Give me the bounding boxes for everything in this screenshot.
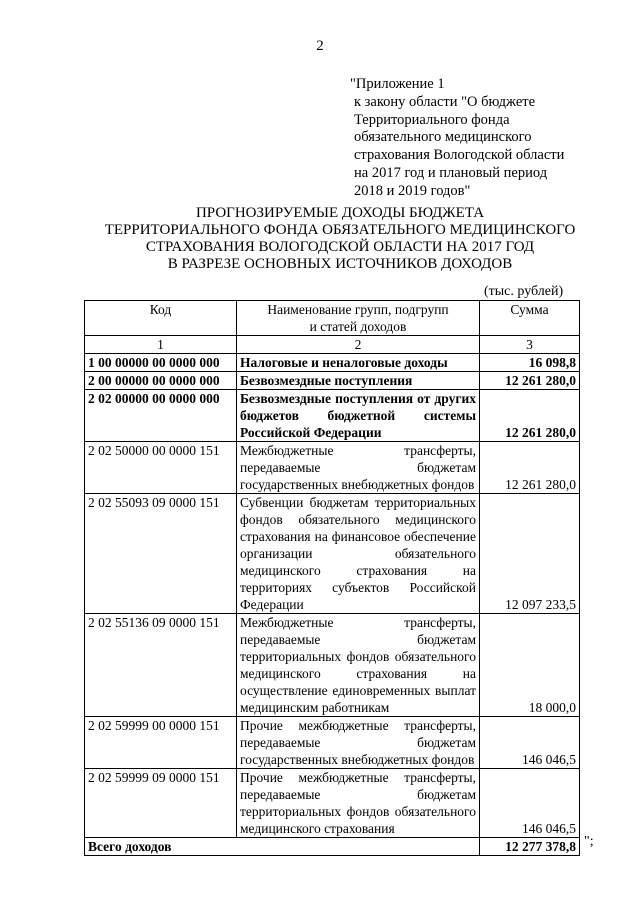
row-name: Безвозмездные поступления от других бюджетов бюджетной системы Российской Федерации bbox=[237, 390, 480, 442]
units-label: (тыс. рублей) bbox=[484, 284, 564, 299]
table-row bbox=[85, 717, 580, 769]
row-sum: 146 046,5 bbox=[480, 717, 580, 769]
row-sum: 16 098,8 bbox=[480, 354, 580, 372]
row-code: 2 02 00000 00 0000 000 bbox=[85, 390, 237, 442]
row-name: Прочие межбюджетные трансферты, передаваемые бюджетам государственных внебюджетных фондов bbox=[237, 717, 480, 769]
appendix-line: к закону области "О бюджете bbox=[354, 93, 536, 110]
table-row bbox=[85, 442, 580, 494]
total-label: Всего доходов bbox=[85, 838, 480, 856]
row-code: 2 00 00000 00 0000 000 bbox=[85, 372, 237, 390]
appendix-line: 2018 и 2019 годов" bbox=[354, 182, 471, 199]
row-name: Безвозмездные поступления bbox=[237, 372, 480, 390]
row-name: Межбюджетные трансферты, передаваемые бюджетам государственных внебюджетных фондов bbox=[237, 442, 480, 494]
appendix-line: страхования Вологодской области bbox=[354, 147, 565, 164]
row-code: 1 00 00000 00 0000 000 bbox=[85, 354, 237, 372]
row-code: 2 02 55093 09 0000 151 bbox=[85, 494, 237, 614]
column-number: 1 bbox=[85, 336, 237, 354]
appendix-reference bbox=[350, 76, 630, 201]
row-sum: 18 000,0 bbox=[480, 614, 580, 717]
row-sum: 12 097 233,5 bbox=[480, 494, 580, 614]
header-name-line: и статей доходов bbox=[309, 319, 407, 334]
revenue-table bbox=[84, 300, 580, 856]
table-row bbox=[85, 390, 580, 442]
row-sum: 12 261 280,0 bbox=[480, 442, 580, 494]
row-name: Прочие межбюджетные трансферты, передаваемые бюджетам территориальных фондов обязательного медицинского страхования bbox=[237, 769, 480, 838]
row-sum: 12 261 280,0 bbox=[480, 390, 580, 442]
title-line: В РАЗРЕЗЕ ОСНОВНЫХ ИСТОЧНИКОВ ДОХОДОВ bbox=[167, 256, 513, 272]
row-code: 2 02 55136 09 0000 151 bbox=[85, 614, 237, 717]
document-title bbox=[60, 205, 620, 273]
page-number: 2 bbox=[316, 38, 324, 54]
header-sum: Сумма bbox=[480, 301, 580, 336]
row-code: 2 02 59999 09 0000 151 bbox=[85, 769, 237, 838]
total-sum: 12 277 378,8 bbox=[480, 838, 580, 856]
table-row bbox=[85, 354, 580, 372]
row-sum: 146 046,5 bbox=[480, 769, 580, 838]
appendix-line: "Приложение 1 bbox=[350, 76, 445, 92]
row-sum: 12 261 280,0 bbox=[480, 372, 580, 390]
column-number: 3 bbox=[480, 336, 580, 354]
row-name: Межбюджетные трансферты, передаваемые бюджетам территориальных фондов обязательного медицинского страхования на осуществление единовременных выплат медицинским работникам bbox=[237, 614, 480, 717]
table-row bbox=[85, 769, 580, 838]
total-row bbox=[85, 838, 580, 856]
title-line: ТЕРРИТОРИАЛЬНОГО ФОНДА ОБЯЗАТЕЛЬНОГО МЕДИЦИНСКОГО bbox=[104, 222, 576, 238]
row-name: Налоговые и неналоговые доходы bbox=[237, 354, 480, 372]
header-name-line: Наименование групп, подгрупп bbox=[267, 302, 449, 317]
table-header-row bbox=[85, 301, 580, 336]
table-row bbox=[85, 614, 580, 717]
appendix-line: на 2017 год и плановый период bbox=[354, 164, 548, 181]
appendix-line: Территориального фонда bbox=[354, 111, 510, 128]
row-code: 2 02 50000 00 0000 151 bbox=[85, 442, 237, 494]
title-line: СТРАХОВАНИЯ ВОЛОГОДСКОЙ ОБЛАСТИ НА 2017 ГОД bbox=[145, 239, 535, 255]
row-code: 2 02 59999 00 0000 151 bbox=[85, 717, 237, 769]
table-row bbox=[85, 494, 580, 614]
column-number: 2 bbox=[237, 336, 480, 354]
table-row bbox=[85, 372, 580, 390]
row-name: Субвенции бюджетам территориальных фондов обязательного медицинского страхования на финансовое обеспечение организации обязательного медицинского страхования на территориях субъектов Российской Федерации bbox=[237, 494, 480, 614]
column-number-row bbox=[85, 336, 580, 354]
header-code: Код bbox=[85, 301, 237, 336]
closing-quote: "; bbox=[584, 834, 594, 849]
appendix-line: обязательного медицинского bbox=[354, 129, 532, 146]
title-line: ПРОГНОЗИРУЕМЫЕ ДОХОДЫ БЮДЖЕТА bbox=[195, 205, 485, 221]
header-name bbox=[237, 301, 480, 336]
